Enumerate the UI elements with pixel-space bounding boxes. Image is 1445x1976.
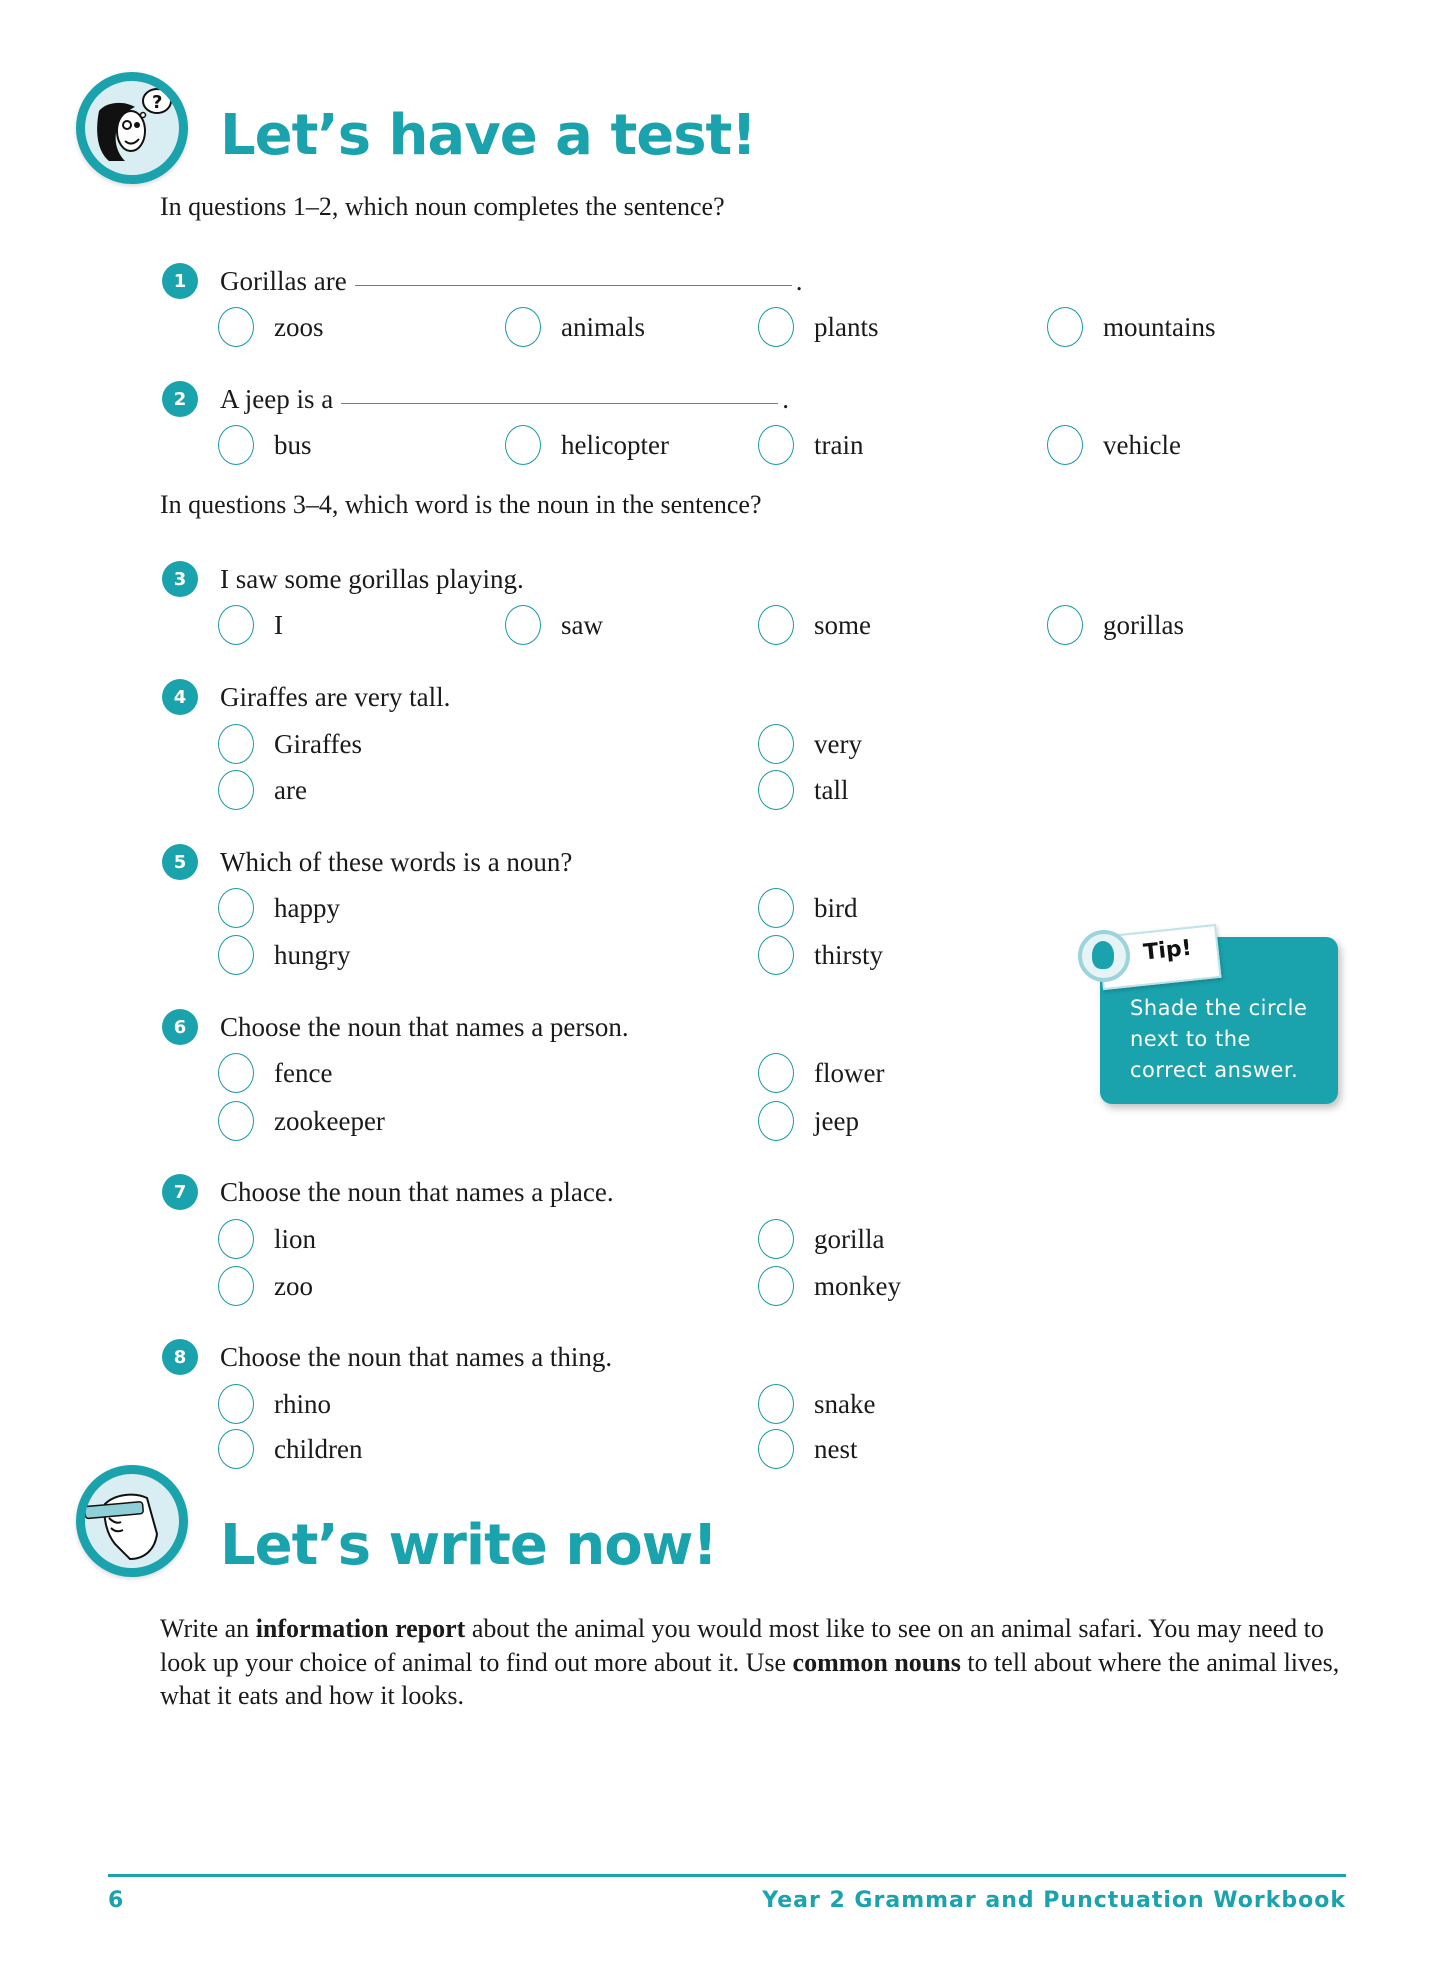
option-zookeeper[interactable]: zookeeper — [218, 1101, 385, 1141]
option-zoos[interactable]: zoos — [218, 307, 324, 347]
radio-circle[interactable] — [218, 1266, 254, 1306]
hand-pencil-illustration — [85, 1474, 179, 1568]
question-text: Gorillas are — [220, 265, 347, 296]
radio-circle[interactable] — [1047, 307, 1083, 347]
option-hungry[interactable]: hungry — [218, 935, 351, 975]
question-number-badge: 1 — [162, 263, 198, 299]
option-bird[interactable]: bird — [758, 888, 858, 928]
question-text: Choose the noun that names a thing. — [220, 1341, 613, 1372]
workbook-title: Year 2 Grammar and Punctuation Workbook — [762, 1888, 1346, 1913]
question-number-badge: 4 — [162, 679, 198, 715]
question-number-badge: 6 — [162, 1009, 198, 1045]
question-6 — [162, 1009, 629, 1045]
option-plants[interactable]: plants — [758, 307, 879, 347]
tip-label: Tip! — [1142, 935, 1193, 966]
radio-circle[interactable] — [218, 307, 254, 347]
question-7 — [162, 1174, 614, 1210]
option-saw[interactable]: saw — [505, 605, 603, 645]
question-number-badge: 2 — [162, 381, 198, 417]
question-number-badge: 3 — [162, 561, 198, 597]
radio-circle[interactable] — [218, 1429, 254, 1469]
option-are[interactable]: are — [218, 770, 307, 810]
footer-divider — [108, 1874, 1346, 1877]
radio-circle[interactable] — [218, 425, 254, 465]
page-number: 6 — [108, 1888, 125, 1913]
option-train[interactable]: train — [758, 425, 863, 465]
radio-circle[interactable] — [218, 605, 254, 645]
question-5 — [162, 844, 572, 880]
instruction-q1-2: In questions 1–2, which noun completes the sentence? — [160, 192, 725, 221]
option-very[interactable]: very — [758, 724, 862, 764]
question-8 — [162, 1339, 612, 1375]
radio-circle[interactable] — [218, 770, 254, 810]
radio-circle[interactable] — [758, 1429, 794, 1469]
girl-face-illustration — [85, 81, 179, 175]
question-text: Choose the noun that names a place. — [220, 1176, 614, 1207]
question-number-badge: 7 — [162, 1174, 198, 1210]
option-some[interactable]: some — [758, 605, 871, 645]
radio-circle[interactable] — [505, 425, 541, 465]
term-information-report: information report — [255, 1614, 466, 1643]
option-zoo[interactable]: zoo — [218, 1266, 313, 1306]
option-bus[interactable]: bus — [218, 425, 312, 465]
radio-circle[interactable] — [218, 935, 254, 975]
option-thirsty[interactable]: thirsty — [758, 935, 883, 975]
radio-circle[interactable] — [1047, 425, 1083, 465]
radio-circle[interactable] — [758, 1266, 794, 1306]
option-nest[interactable]: nest — [758, 1429, 858, 1469]
radio-circle[interactable] — [758, 1219, 794, 1259]
question-1 — [162, 263, 802, 299]
radio-circle[interactable] — [758, 425, 794, 465]
radio-circle[interactable] — [505, 605, 541, 645]
answer-blank-line — [341, 402, 778, 404]
radio-circle[interactable] — [218, 888, 254, 928]
option-snake[interactable]: snake — [758, 1384, 875, 1424]
answer-blank-line — [355, 284, 792, 286]
writing-prompt-paragraph: Write an information report about the animal you would most like to see on an animal safari. You may need to look up your choice of animal to find out more about it. Use common nouns to tell about where the animal lives, what it eats and how it looks. — [160, 1614, 1340, 1710]
option-animals[interactable]: animals — [505, 307, 645, 347]
option-mountains[interactable]: mountains — [1047, 307, 1216, 347]
tip-text: Shade the circle next to the correct answer. — [1130, 996, 1308, 1082]
question-2 — [162, 381, 789, 417]
question-text: I saw some gorillas playing. — [220, 563, 524, 594]
option-helicopter[interactable]: helicopter — [505, 425, 669, 465]
question-number-badge: 8 — [162, 1339, 198, 1375]
radio-circle[interactable] — [758, 1384, 794, 1424]
radio-circle[interactable] — [758, 770, 794, 810]
test-section-title: Let’s have a test! — [220, 103, 756, 168]
radio-circle[interactable] — [758, 888, 794, 928]
question-3 — [162, 561, 524, 597]
option-gorilla[interactable]: gorilla — [758, 1219, 884, 1259]
option-jeep[interactable]: jeep — [758, 1101, 859, 1141]
radio-circle[interactable] — [758, 605, 794, 645]
option-giraffes[interactable]: Giraffes — [218, 724, 362, 764]
option-gorillas[interactable]: gorillas — [1047, 605, 1184, 645]
question-period: . — [795, 265, 803, 296]
radio-circle[interactable] — [218, 724, 254, 764]
radio-circle[interactable] — [1047, 605, 1083, 645]
radio-circle[interactable] — [758, 1101, 794, 1141]
question-text: Which of these words is a noun? — [220, 846, 573, 877]
option-rhino[interactable]: rhino — [218, 1384, 331, 1424]
radio-circle[interactable] — [218, 1101, 254, 1141]
option-lion[interactable]: lion — [218, 1219, 316, 1259]
radio-circle[interactable] — [758, 724, 794, 764]
option-monkey[interactable]: monkey — [758, 1266, 901, 1306]
thinking-girl-icon — [76, 72, 188, 184]
option-fence[interactable]: fence — [218, 1053, 332, 1093]
instruction-q3-4: In questions 3–4, which word is the noun in the sentence? — [160, 490, 762, 519]
option-children[interactable]: children — [218, 1429, 362, 1469]
term-common-nouns: common nouns — [792, 1647, 961, 1677]
svg-text:?: ? — [152, 92, 163, 113]
hand-writing-pencil-icon — [76, 1465, 188, 1577]
option-happy[interactable]: happy — [218, 888, 340, 928]
radio-circle[interactable] — [758, 935, 794, 975]
question-text: Choose the noun that names a person. — [220, 1011, 629, 1042]
lightbulb-icon — [1078, 930, 1130, 982]
radio-circle[interactable] — [218, 1219, 254, 1259]
question-period: . — [782, 383, 789, 414]
radio-circle[interactable] — [758, 1053, 794, 1093]
option-flower[interactable]: flower — [758, 1053, 884, 1093]
option-vehicle[interactable]: vehicle — [1047, 425, 1181, 465]
radio-circle[interactable] — [218, 1053, 254, 1093]
radio-circle[interactable] — [758, 307, 794, 347]
question-text: A jeep is a — [220, 383, 334, 414]
write-section-title: Let’s write now! — [220, 1513, 717, 1578]
question-4 — [162, 679, 450, 715]
option-tall[interactable]: tall — [758, 770, 849, 810]
question-text: Giraffes are very tall. — [220, 681, 451, 712]
radio-circle[interactable] — [505, 307, 541, 347]
radio-circle[interactable] — [218, 1384, 254, 1424]
question-number-badge: 5 — [162, 844, 198, 880]
option-I[interactable]: I — [218, 605, 283, 645]
